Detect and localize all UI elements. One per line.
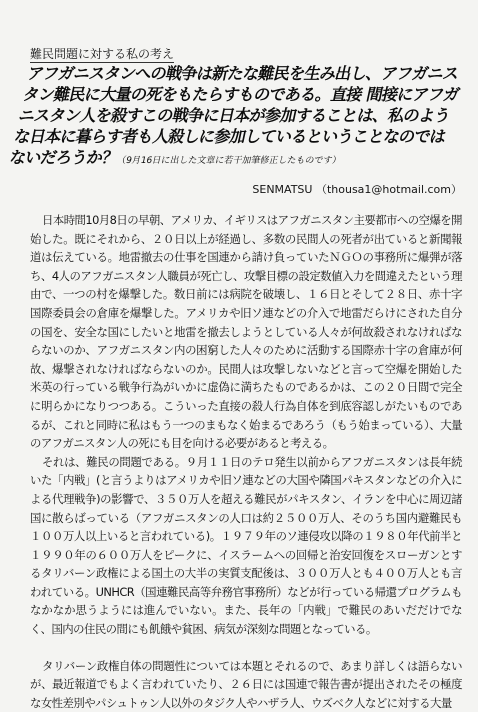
headline-text: アフガニスタンへの戦争は新たな難民を生み出し、アフガニスタン難民に大量の死をもたらすものである。直接 間接にアフガニスタン人を殺すこの戦争に日本が参加することは、私のような日本に暮らす者も人殺しに参加しているということなのではないだろうか？ <box>7 64 461 167</box>
author-email: （thousa1@hotmail.com） <box>315 183 462 196</box>
paragraph-2: それは、難民の問題である。９月１１日のテロ発生以前からアフガニスタンは長年続いた「内戦」(と言うよりはアメリカや旧ソ連などの大国や隣国パキスタンなどの介入による代理戦争)の影響で、３５０万人を超える難民がパキスタン、イランを中心に周辺諸国に散らばっている（アフガニスタンの人口は約２５００万人、そのうち国内避難民も１００万人以上いると言われている)。１９７９年のソ連侵攻以降の１９８０年代前半と１９９０年の６００万人をピークに、イスラームへの回帰と治安回復をスローガンとするタリバーン政権による国土の大半の実質支配後は、３００万人とも４００万人とも言われている。UNHCR（国連難民高等弁務官事務所）などが行っている帰還プログラムもなかなか思うようには進んでいない。また、長年の「内戦」で難民のあいだだけでなく、国内の住民の間にも飢餓や貧困、病気が深刻な問題となっている。 <box>30 454 462 637</box>
headline <box>7 63 468 172</box>
author-byline <box>252 183 462 196</box>
article-body <box>30 211 462 712</box>
author-name: SENMATSU <box>252 183 313 196</box>
paragraph-1: 日本時間10月8日の早朝、アメリカ、イギリスはアフガニスタン主要都市への空爆を開始した。既にそれから、２０日以上が経過し、多数の民間人の死者が出ていると新聞報道は伝えている。地雷撤去の仕事を国連から請け負っていたＮＧＯの事務所に爆弾が落ち、4人のアフガニスタン人職員が死亡し、攻撃目標の設定数値入力を間違えたという理由で、一つの村を爆撃した。数日前には病院を破壊し、１６日とそして２８日、赤十字国際委員会の倉庫を爆撃した。アメリカや旧ソ連などの介入で地雷だらけにされた自分の国を、安全な国にしたいと地雷を撤去しようとしている人々が何故殺されなければならないのか、アフガニスタン内の困窮した人々のために活動する国際赤十字の倉庫が何故、爆撃されなければならないのか。民間人は攻撃しないなどと言って空爆を開始した米英の行っている戦争行為がいかに虚偽に満ちたものであるかは、この２０日間で完全に明らかになりつつある。こういった直接の殺人行為自体を到底容認しがたいものであるが、これと同時に私はもう一つのまもなく始まるであろう（もう始まっている）、大量のアフガニスタン人の死にも目を向ける必要があると考える。 <box>30 213 462 451</box>
paragraph-3: タリバーン政権自体の問題性については本題とそれるので、あまり詳しくは語らないが、最近報道でもよく言われていたり、２６日には国連で報告書が提出されたその極度な女性差別やパシュトゥン人以外のタジク人やハザラ人、ウズベク人などに対する大量 <box>30 658 462 710</box>
headline-note: （9月16日に出した文章に若干加筆修正したものです） <box>115 156 343 166</box>
section-title: 難民問題に対する私の考え <box>30 47 175 61</box>
